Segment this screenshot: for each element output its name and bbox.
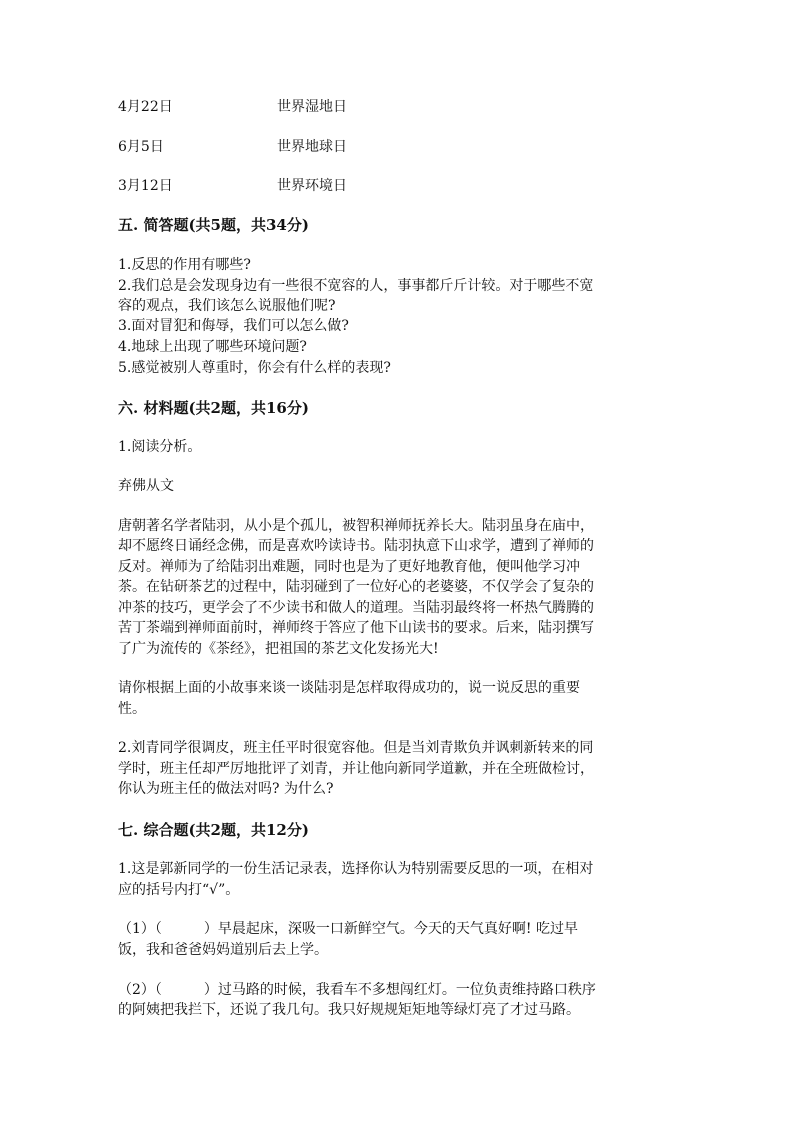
match-event-2: 世界地球日 — [277, 139, 347, 155]
q2-line: 学时，班主任却严厉地批评了刘青，并让他向新同学道歉，并在全班做检讨， — [118, 761, 594, 777]
story-line: 茶。在钻研茶艺的过程中，陆羽碰到了一位好心的老婆婆，不仅学会了复杂的 — [118, 579, 594, 595]
section7-heading: 七. 综合题(共2题，共12分) — [118, 821, 309, 839]
section5-heading: 五. 简答题(共5题，共34分) — [118, 216, 309, 234]
match-event-3: 世界环境日 — [277, 178, 347, 194]
match-date-3: 3月12日 — [118, 178, 173, 194]
record-item-1-line: （1）（ ）早晨起床，深吸一口新鲜空气。今天的天气真好啊! 吃过早 — [118, 921, 578, 937]
q2-line: 你认为班主任的做法对吗? 为什么? — [118, 781, 334, 797]
section5-question: 3.面对冒犯和侮辱，我们可以怎么做? — [118, 318, 349, 334]
story-line: 冲茶的技巧，更学会了不少读书和做人的道理。当陆羽最终将一杯热气腾腾的 — [118, 600, 594, 616]
story-line: 苦丁茶端到禅师面前时，禅师终于答应了他下山读书的要求。后来，陆羽撰写 — [118, 620, 594, 636]
section5-question: 5.感觉被别人尊重时，你会有什么样的表现? — [118, 360, 391, 376]
section5-question: 2.我们总是会发现身边有一些很不宽容的人，事事都斤斤计较。对于哪些不宽 — [118, 278, 594, 294]
section5-question: 1.反思的作用有哪些? — [118, 257, 251, 273]
story-line: 却不愿终日诵经念佛，而是喜欢吟读诗书。陆羽执意下山求学，遭到了禅师的 — [118, 538, 594, 554]
record-item-2-line: 的阿姨把我拦下，还说了我几句。我只好规规矩矩地等绿灯亮了才过马路。 — [118, 1002, 580, 1018]
record-item-1-line: 饭，我和爸爸妈妈道别后去上学。 — [118, 942, 328, 958]
story-line: 反对。禅师为了给陆羽出难题，同时也是为了更好地教育他，便叫他学习冲 — [118, 559, 580, 575]
section7-q1-line: 应的括号内打“√”。 — [118, 882, 240, 898]
section6-heading: 六. 材料题(共2题，共16分) — [118, 399, 309, 417]
story-line: 唐朝著名学者陆羽，从小是个孤儿，被智积禅师抚养长大。陆羽虽身在庙中， — [118, 518, 594, 534]
q2-line: 2.刘青同学很调皮，班主任平时很宽容他。但是当刘青欺负并讽刺新转来的同 — [118, 740, 594, 756]
section5-question: 4.地球上出现了哪些环境问题? — [118, 339, 307, 355]
story-title: 弃佛从文 — [118, 478, 174, 494]
match-date-1: 4月22日 — [118, 99, 173, 115]
q1-ask-line: 请你根据上面的小故事来谈一谈陆羽是怎样取得成功的，说一说反思的重要 — [118, 680, 580, 696]
story-line: 了广为流传的《茶经》，把祖国的茶艺文化发扬光大! — [118, 641, 439, 657]
q1-ask-line: 性。 — [118, 701, 146, 717]
match-event-1: 世界湿地日 — [277, 99, 347, 115]
match-date-2: 6月5日 — [118, 139, 164, 155]
section7-q1-line: 1.这是郭新同学的一份生活记录表，选择你认为特别需要反思的一项，在相对 — [118, 861, 594, 877]
record-item-2-line: （2）（ ）过马路的时候，我看车不多想闯红灯。一位负责维持路口秩序 — [118, 982, 596, 998]
section5-question: 容的观点，我们该怎么说服他们呢? — [118, 298, 336, 314]
section6-q1-label: 1.阅读分析。 — [118, 439, 202, 455]
